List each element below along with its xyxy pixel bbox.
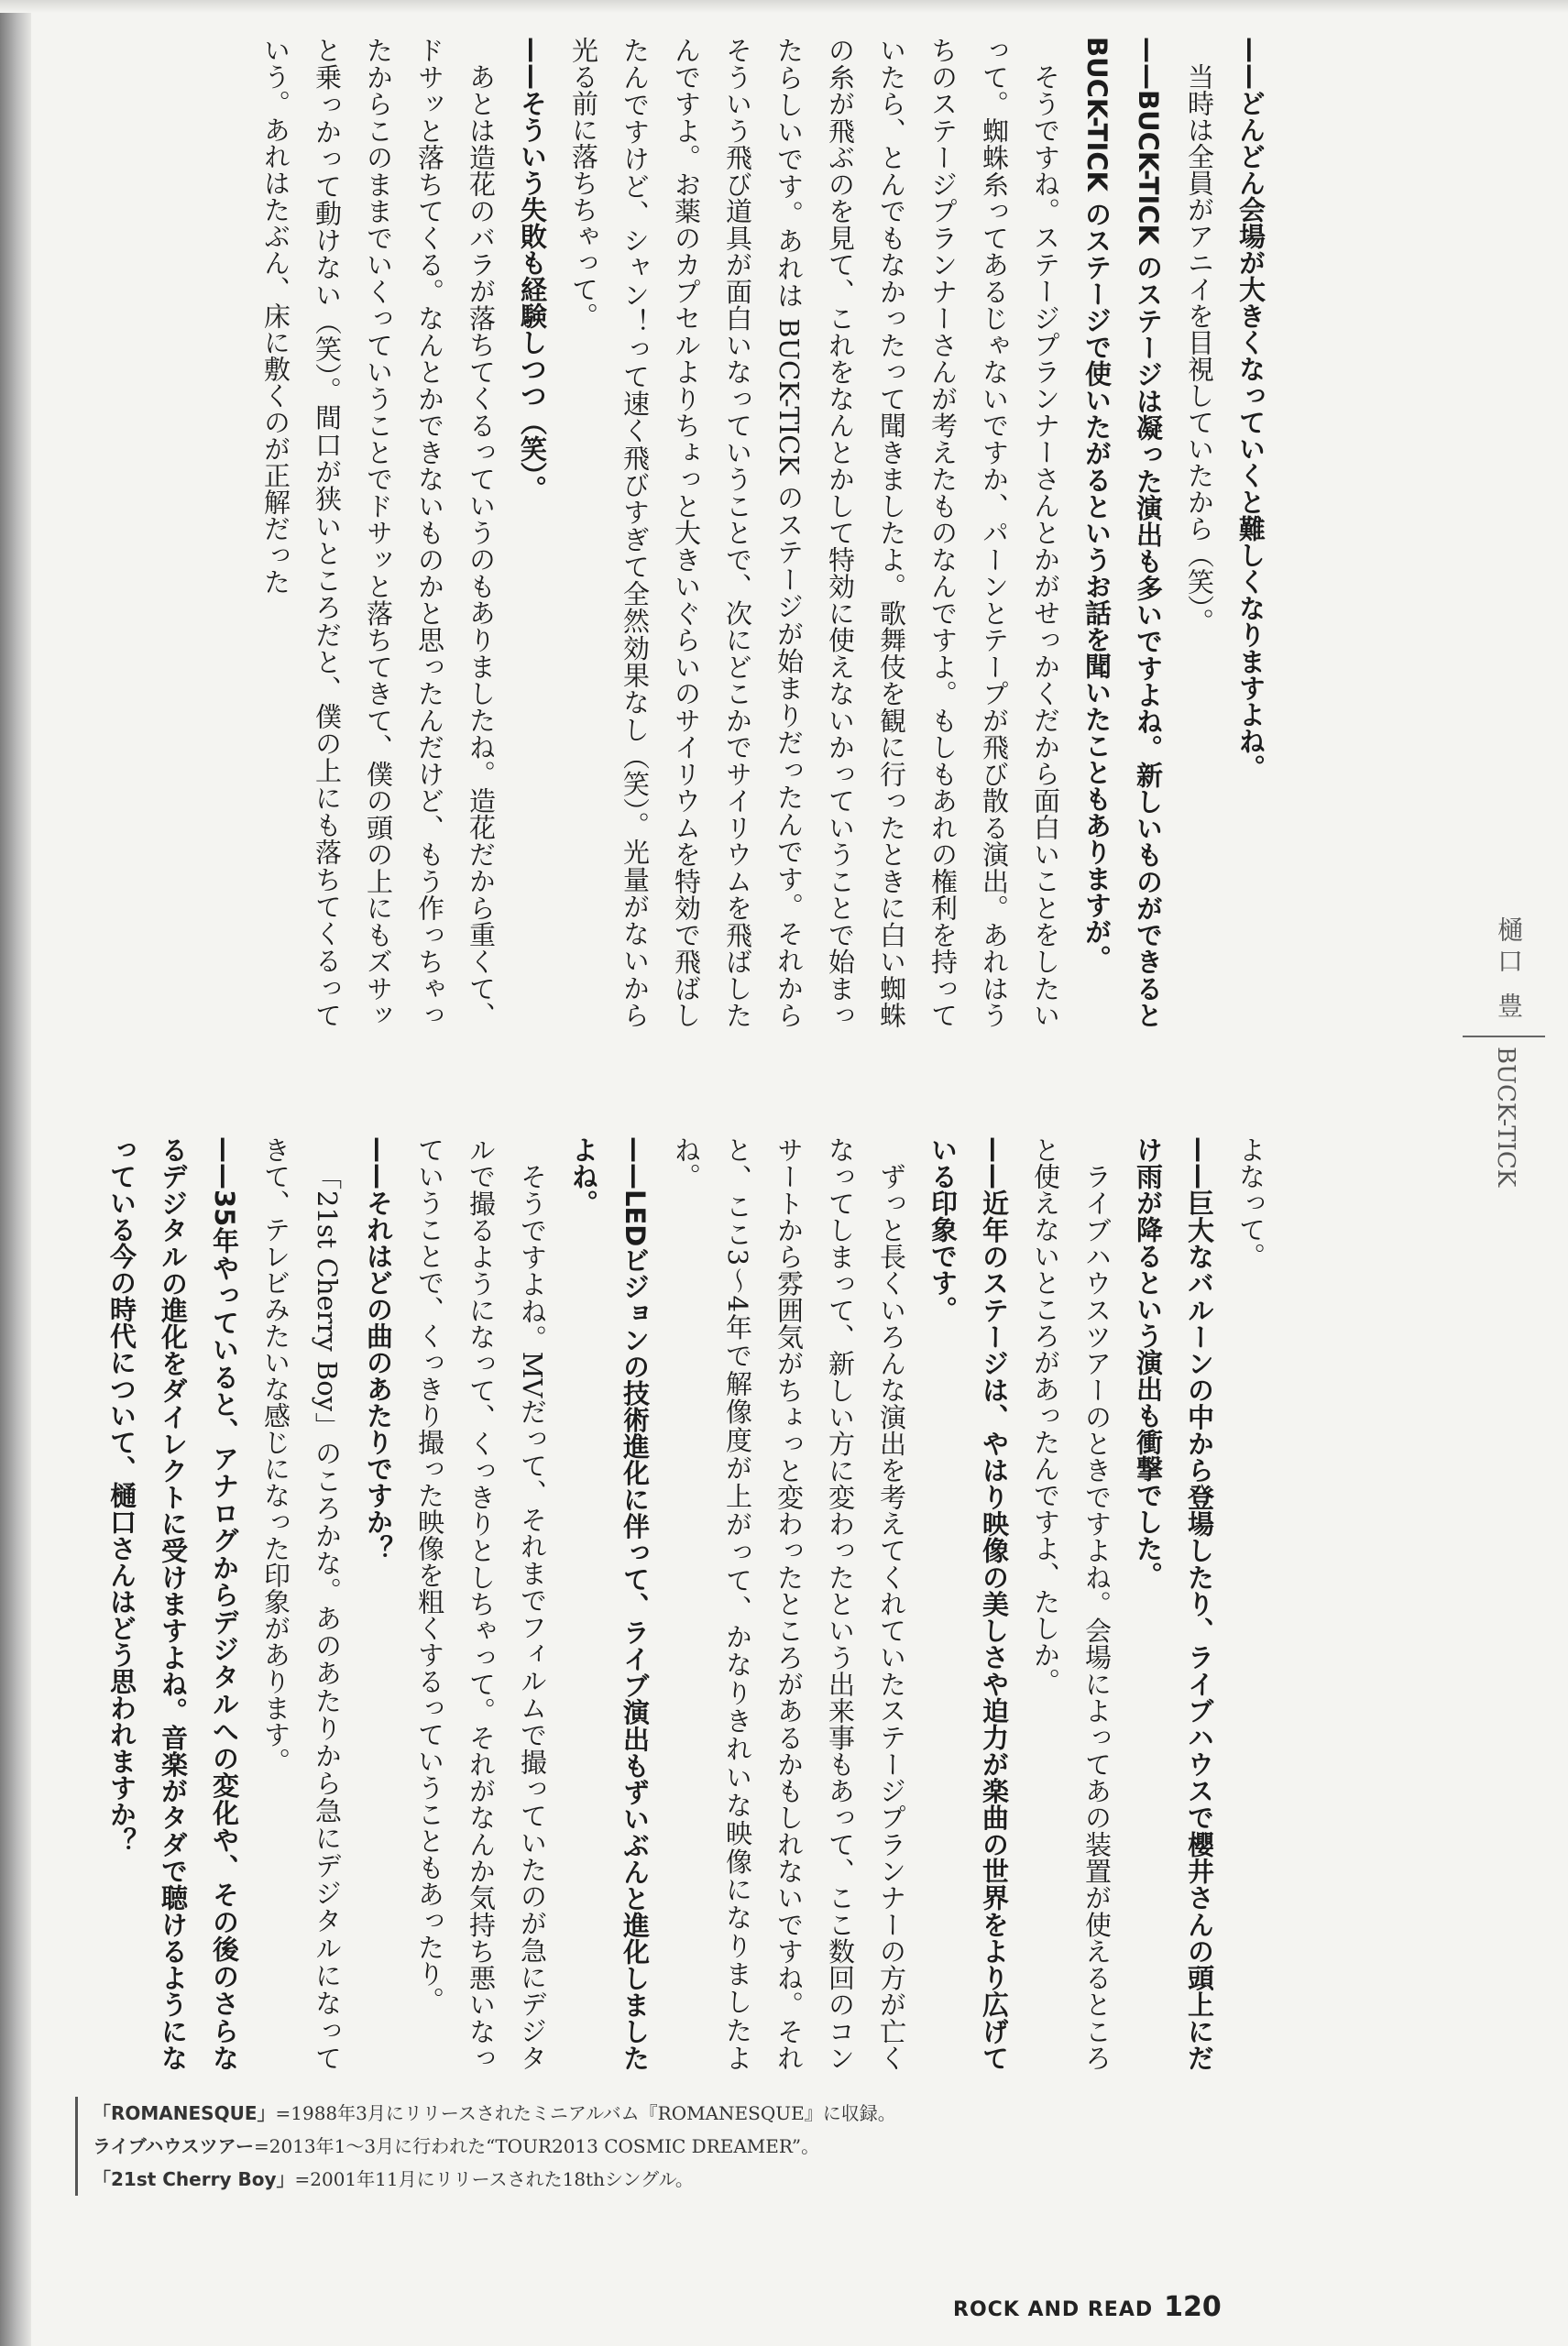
footnote-item (93, 2097, 1467, 2130)
interview-answer: ずっと長くいろんな演出を考えてくれていたステージプランナーの方が亡くなってしまって、新しい方に変わったという出来事もあって、ここ数回のコンサートから雰囲気がちょっと変わったところがあるかもしれないですね。それと、ここ3〜4年で解像度が上がって、かなりきれいな映像になりましたよね。 (671, 1136, 907, 2071)
footnote-text: =2013年1～3月に行われた“TOUR2013 COSMIC DREAMER”。 (254, 2135, 820, 2157)
header-person-name: 樋口 豊 (1494, 916, 1524, 1024)
upper-text-tier (245, 37, 1277, 1028)
header-band-name: BUCK-TICK (1492, 1047, 1519, 1188)
interview-question: ——35年やっていると、アナログからデジタルへの変化や、その後のさらなるデジタルの進化をダイレクトに受けますよね。音楽がタダで聴けるようになっている今の時代について、樋口さんはどう思われますか？ (106, 1136, 240, 2071)
interview-question: ——そういう失敗も経験しつつ（笑）。 (517, 37, 548, 502)
interview-question: ——BUCK-TICK のステージは凝った演出も多いですよね。新しいものができると BUCK-TICK のステージで使いたがるというお話を聞いたこともありますが。 (1081, 37, 1164, 1028)
interview-answer: そうですね。ステージプランナーさんとかがせっかくだから面白いことをしたいって。蜘蛛糸ってあるじゃないですか、パーンとテープが飛び散る演出。あれはうちのステージプランナーさんが考えたものなんですよ。もしもあれの権利を持っていたら、とんでもなかったって聞きましたよ。歌舞伎を観に行ったときに白い蜘蛛の糸が飛ぶのを見て、これをなんとかして特効に使えないかっていうことで始まったらしいです。あれは BUCK-TICK のステージが始まりだったんです。それからそういう飛び道具が面白いなっていうことで、次にどこかでサイリウムを飛ばしたんですよ。お薬のカプセルよりちょっと大きいぐらいのサイリウムを特効で飛ばしたんですけど、シャン！って速く飛びすぎて全然効果なし（笑）。光量がないから光る前に落ちちゃって。 (568, 37, 1061, 1028)
footnote-text: =1988年3月にリリースされたミニアルバム『ROMANESQUE』に収録。 (275, 2102, 896, 2124)
footnote-text: =2001年11月にリリースされた18thシングル。 (294, 2168, 694, 2190)
header-divider (1463, 1036, 1545, 1037)
interview-answer: 「21st Cherry Boy」のころかな。あのあたりから急にデジタルになってきて、テレビみたいな感じになった印象があります。 (260, 1136, 343, 2071)
magazine-name: ROCK AND READ (953, 2298, 1154, 2321)
top-shadow (0, 0, 1568, 13)
footnote-term: 「ROMANESQUE」 (93, 2102, 276, 2124)
interview-question: ——それはどの曲のあたりですか？ (363, 1136, 394, 1562)
binding-shadow (0, 0, 31, 2346)
interview-question: ——巨大なバルーンの中から登場したり、ライブハウスで櫻井さんの頭上にだけ雨が降るという演出も衝撃でした。 (1133, 1136, 1215, 2071)
footnote-term: 「21st Cherry Boy」 (93, 2168, 295, 2190)
footnote-item (93, 2130, 1467, 2163)
interview-answer: そうですよね。MVだって、それまでフィルムで撮っていたのが急にデジタルで撮るようになって、くっきりとしちゃって。それがなんか気持ち悪いなっていうことで、くっきり撮った映像を粗くするっていうこともあったり。 (414, 1136, 548, 2071)
interview-question: ——LEDビジョンの技術進化に伴って、ライブ演出もずいぶんと進化しましたよね。 (568, 1136, 651, 2071)
footnote-item (93, 2163, 1467, 2196)
lower-text-tier (106, 1136, 1277, 2071)
footnotes (75, 2097, 1467, 2196)
interview-question: ——どんどん会場が大きくなっていくと難しくなりますよね。 (1235, 37, 1266, 781)
interview-question: ——近年のステージは、やはり映像の美しさや迫力が楽曲の世界をより広げている印象です。 (927, 1136, 1010, 2071)
page-folio (953, 2291, 1222, 2323)
page-number: 120 (1164, 2291, 1222, 2323)
interview-answer-continued: よなって。 (1235, 1136, 1266, 1269)
running-header (1483, 916, 1534, 1024)
footnote-term: ライブハウスツアー (93, 2135, 254, 2157)
interview-answer: ライブハウスツアーのときですよね。会場によってあの装置が使えるところと使えないところがあったんですよ、たしか。 (1030, 1136, 1113, 2071)
interview-answer: あとは造花のバラが落ちてくるっていうのもありましたね。造花だから重くて、ドサッと落ちてくる。なんとかできないものかと思ったんだけど、もう作っちゃったからこのままでいくっていうことでドサッと落ちてきて、僕の頭の上にもズサッと乗っかって動けない（笑）。間口が狭いところだと、僕の上にも落ちてくるっていう。あれはたぶん、床に敷くのが正解だった (260, 37, 497, 1028)
interview-answer: 当時は全員がアニイを目視していたから（笑）。 (1184, 63, 1215, 635)
